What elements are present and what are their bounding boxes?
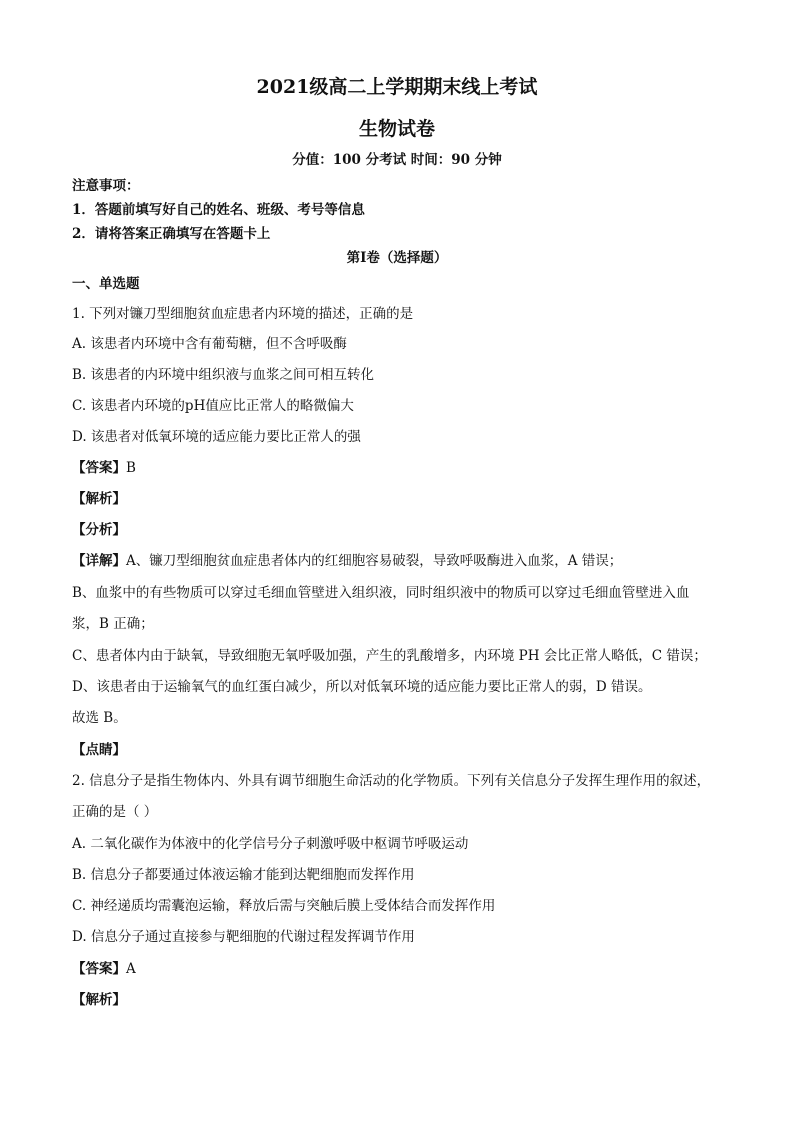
exam-meta: 分值：100 分考试 时间：90 分钟 (292, 152, 502, 168)
exam-title: 2021级高二上学期期末线上考试 (256, 76, 538, 98)
answer-value: A (126, 961, 136, 977)
question-option: C. 该患者内环境的pH值应比正常人的略微偏大 (72, 398, 354, 414)
part-title: 第Ⅰ卷（选择题） (346, 250, 448, 266)
comment-tag: 【点睛】 (72, 742, 126, 758)
question-stem: 2. 信息分子是指生物体内、外具有调节细胞生命活动的化学物质。下列有关信息分子发挥生理作用的叙述， (72, 773, 711, 789)
question-stem: 正确的是（ ） (72, 804, 158, 820)
question-option: B. 信息分子都要通过体液运输才能到达靶细胞而发挥作用 (72, 867, 415, 883)
notes-heading: 注意事项： (72, 178, 140, 194)
detail-line: D、该患者由于运输氧气的血红蛋白减少，所以对低氧环境的适应能力要比正常人的弱，D 错误。 (72, 679, 652, 695)
question-option: A. 该患者内环境中含有葡萄糖，但不含呼吸酶 (72, 336, 347, 352)
notes-item: 2．请将答案正确填写在答题卡上 (72, 226, 271, 242)
answer-tag: 【答案】 (72, 961, 126, 977)
answer-line (72, 456, 136, 476)
detail-line: C、患者体内由于缺氧，导致细胞无氧呼吸加强，产生的乳酸增多，内环境 PH 会比正常人略低，C 错误； (72, 648, 707, 664)
detail-tag: 【详解】 (72, 553, 126, 569)
analysis-tag: 【解析】 (72, 992, 126, 1008)
answer-value: B (126, 460, 136, 476)
notes-item: 1．答题前填写好自己的姓名、班级、考号等信息 (72, 202, 365, 218)
answer-line (72, 957, 136, 977)
question-option: C. 神经递质均需囊泡运输，释放后需与突触后膜上受体结合而发挥作用 (72, 898, 496, 914)
question-option: D. 信息分子通过直接参与靶细胞的代谢过程发挥调节作用 (72, 929, 415, 945)
question-option: D. 该患者对低氧环境的适应能力要比正常人的强 (72, 429, 361, 445)
answer-tag: 【答案】 (72, 460, 126, 476)
detail-text: A、镰刀型细胞贫血症患者体内的红细胞容易破裂，导致呼吸酶进入血浆，A 错误； (126, 553, 623, 569)
section-title: 一、单选题 (72, 276, 140, 292)
detail-line: 故选 B。 (72, 710, 127, 726)
detail-line: 浆，B 正确； (72, 616, 154, 632)
analysis-tag: 【解析】 (72, 491, 126, 507)
question-option: B. 该患者的内环境中组织液与血浆之间可相互转化 (72, 367, 375, 383)
exam-subject: 生物试卷 (358, 118, 435, 140)
detail-line: B、血浆中的有些物质可以穿过毛细血管壁进入组织液，同时组织液中的物质可以穿过毛细血管壁进入血 (72, 585, 690, 601)
question-option: A. 二氧化碳作为体液中的化学信号分子刺激呼吸中枢调节呼吸运动 (72, 836, 469, 852)
fenxi-tag: 【分析】 (72, 522, 126, 538)
question-stem: 1. 下列对镰刀型细胞贫血症患者内环境的描述，正确的是 (72, 306, 414, 322)
detail-line (72, 549, 622, 569)
